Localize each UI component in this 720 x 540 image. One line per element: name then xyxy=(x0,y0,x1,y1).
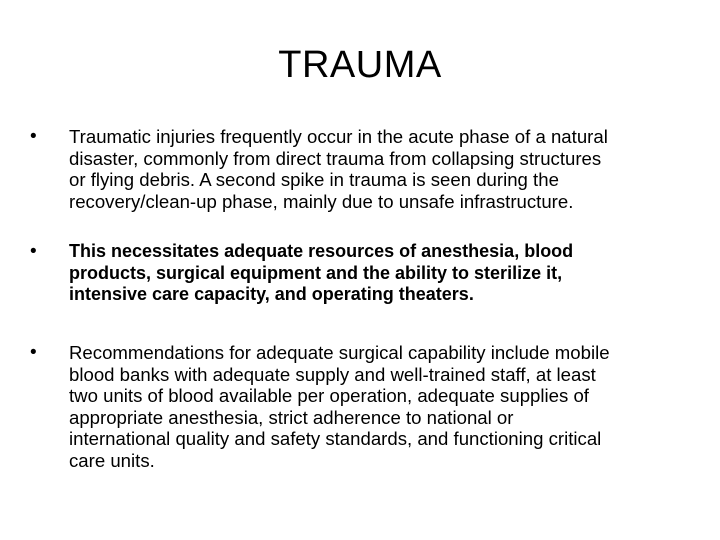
text-line: two units of blood available per operation, adequate supplies of xyxy=(69,385,589,407)
text-line: disaster, commonly from direct trauma from collapsing structures xyxy=(69,147,602,169)
text-line: or flying debris. A second spike in trauma is seen during the xyxy=(69,169,559,191)
bullet-text xyxy=(69,342,610,472)
text-line: blood banks with adequate supply and well-trained staff, at least xyxy=(69,363,596,385)
bullet-icon: • xyxy=(30,342,37,363)
text-line: appropriate anesthesia, strict adherence to national or xyxy=(69,406,514,428)
text-line: international quality and safety standards, and functioning critical xyxy=(69,428,602,450)
slide-title: TRAUMA xyxy=(278,44,442,86)
text-line: Recommendations for adequate surgical capability include mobile xyxy=(69,342,610,363)
text-line: care units. xyxy=(69,449,155,471)
bullet-text xyxy=(69,241,573,306)
text-line: products, surgical equipment and the ability to sterilize it, xyxy=(69,262,563,283)
text-line: recovery/clean-up phase, mainly due to unsafe infrastructure. xyxy=(69,190,574,212)
bullet-text xyxy=(69,126,608,212)
bullet-icon: • xyxy=(30,126,37,147)
bullet-icon: • xyxy=(30,241,37,262)
text-line: Traumatic injuries frequently occur in the acute phase of a natural xyxy=(69,126,608,147)
text-line: This necessitates adequate resources of anesthesia, blood xyxy=(69,241,574,261)
text-line: intensive care capacity, and operating theaters. xyxy=(69,284,474,305)
